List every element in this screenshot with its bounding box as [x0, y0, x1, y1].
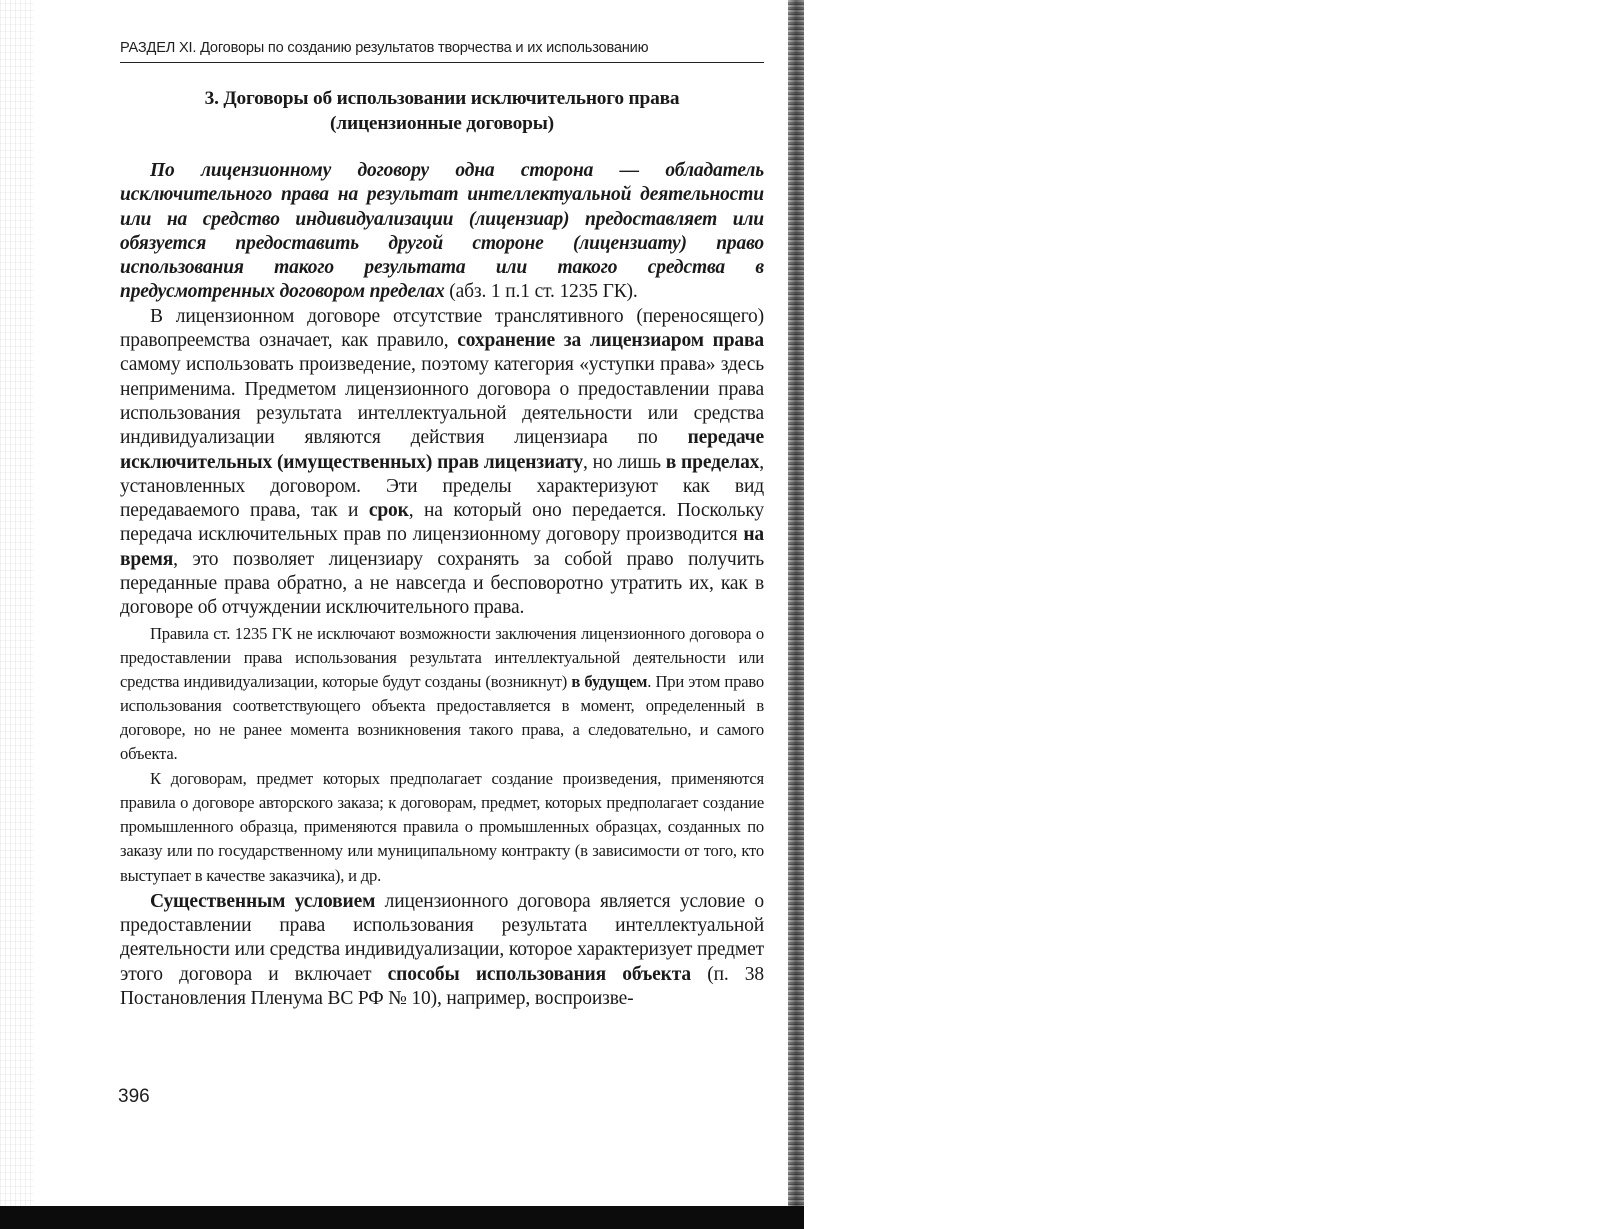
emphasis-run: Существенным условием	[150, 890, 376, 912]
text-run: (п. 38 Постановления Пленума ВС РФ № 10), например, воспроизве-	[120, 963, 764, 1009]
text-run: лицензионного договора является условие о предоставлении права использования результата интеллектуальной деятельности или средства индивидуализации, которое характеризует предмет этого договора и включает	[120, 890, 764, 985]
definition-paragraph	[120, 159, 764, 305]
emphasis-run: сохранение за лицензиаром права	[457, 330, 764, 352]
text-run: , на который оно передается. Поскольку передача исключительных прав по лицензионному договору производится	[120, 500, 764, 546]
text-run: В лицензионном договоре отсутствие транслятивного (переносящего) правопреемства означает, как правило,	[120, 305, 764, 352]
text-run: , но лишь	[582, 451, 666, 473]
text-run: , установленных договором. Эти пределы характеризуют как вид передаваемого права, так и	[120, 451, 765, 522]
text-run: К договорам, предмет которых предполагает создание произведения, применяются правила о договоре авторского заказа; к договорам, предмет, которых предполагает создание промышленного образца, применяются правила о промышленных образцах, созданных по заказу или по государственному или муниципальному контракту (в зависимости от того, кто выступает в качестве заказчика), и др.	[120, 769, 764, 885]
scan-left-margin	[0, 0, 34, 1229]
emphasis-run: на время	[120, 524, 764, 570]
text-run: . При этом право использования соответствующего объекта предоставляется в момент, определенный в договоре, но не ранее момента возникновения такого права, а следовательно, и самого объекта.	[120, 671, 764, 764]
definition-text: По лицензионному договору одна сторона — обладатель исключительного права на результат интеллектуальной деятельности или на средство индивидуализации (лицензиар) предоставляет или обязуется предоставить другой стороне (лицензиату) право использования такого результата или такого средства в предусмотренных договором пределах	[120, 160, 764, 303]
page-number: 396	[118, 1086, 150, 1107]
definition-citation: (абз. 1 п.1 ст. 1235 ГК).	[444, 281, 638, 303]
emphasis-run: в будущем	[571, 671, 648, 691]
paragraph-license-essence	[120, 305, 764, 621]
emphasis-run: срок	[368, 500, 409, 522]
emphasis-run: в пределах	[665, 451, 760, 473]
section-title	[120, 86, 764, 136]
emphasis-run: передаче исключительных (имущественных) прав лицензиату	[120, 427, 764, 473]
paragraph-commissioned-works	[120, 767, 764, 887]
text-run: самому использовать произведение, поэтому категория «уступки права» здесь неприменима. Предметом лицензионного договора о предоставлении права использования результата интеллектуальной деятельности или средства индивидуализации являются действия лицензиара по	[120, 354, 764, 449]
text-run: , это позволяет лицензиару сохранять за собой право получить переданные права обратно, а не навсегда и бесповоротно утратить их, как в договоре об отчуждении исключительного права.	[120, 548, 764, 619]
section-title-line1: 3. Договоры об использовании исключительного права	[204, 88, 680, 109]
emphasis-run: способы использования объекта	[387, 963, 692, 985]
scan-bottom-border	[0, 1206, 804, 1229]
section-title-line2: (лицензионные договоры)	[330, 113, 554, 134]
running-head: РАЗДЕЛ XI. Договоры по созданию результатов творчества и их использованию	[120, 40, 764, 63]
page-content	[120, 40, 764, 1011]
text-run: Правила ст. 1235 ГК не исключают возможности заключения лицензионного договора о предоставлении права использования результата интеллектуальной деятельности или средства индивидуализации, которые будут созданы (возникнут)	[120, 623, 764, 691]
paragraph-future-objects	[120, 622, 764, 767]
paragraph-essential-condition	[120, 890, 764, 1011]
book-gutter-edge	[788, 0, 804, 1229]
